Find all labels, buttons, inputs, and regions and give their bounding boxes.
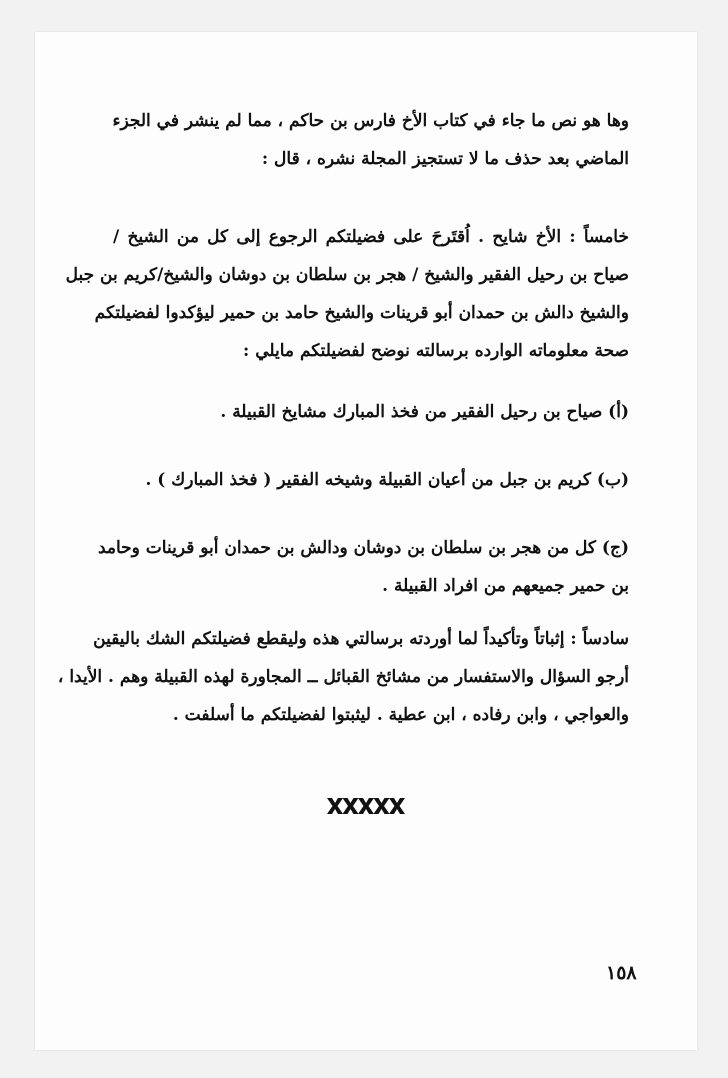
list-item-a-text: (أ) صياح بن رحيل الفقير من فخذ المبارك مشايخ القبيلة . bbox=[220, 402, 629, 422]
intro-line-1: وها هو نص ما جاء في كتاب الأخ فارس بن حاكم ، مما لم ينشر في الجزء bbox=[112, 111, 629, 131]
list-item-a bbox=[135, 393, 629, 431]
list-item-c-line-1: (ج) كل من هجر بن سلطان بن دوشان ودالش بن حمدان أبو قرينات وحامد bbox=[97, 538, 629, 558]
fifth-line-3: والشيخ دالش بن حمدان أبو قرينات والشيخ حامد بن حمير ليؤكدوا لفضيلتكم bbox=[94, 303, 629, 323]
list-item-b-text: (ب) كريم بن جبل من أعيان القبيلة وشيخه الفقير ( فخذ المبارك ) . bbox=[145, 470, 629, 490]
list-item-b bbox=[135, 461, 629, 499]
ornamental-divider-icon bbox=[327, 798, 405, 814]
fifth-line-1: خامساً : الأخ شايح . اُقتَرحَ على فضيلتكم الرجوع إلى كل من الشيخ / bbox=[113, 227, 629, 247]
list-item-c-line-2: بن حمير جميعهم من افراد القبيلة . bbox=[382, 576, 629, 596]
book-page bbox=[35, 32, 697, 1050]
intro-line-2: الماضي بعد حذف ما لا تستجيز المجلة نشره ، قال : bbox=[261, 149, 629, 169]
sixth-paragraph bbox=[57, 620, 629, 734]
list-item-c bbox=[97, 529, 629, 605]
fifth-line-4: صحة معلوماته الوارده برسالته نوضح لفضيلتكم مايلي : bbox=[243, 341, 629, 361]
intro-paragraph bbox=[113, 102, 629, 178]
page-number: ١٥٨ bbox=[606, 962, 637, 984]
sixth-line-3: والعواجي ، وابن رفاده ، ابن عطية . ليثبتوا لفضيلتكم ما أسلفت . bbox=[172, 705, 629, 725]
fifth-line-2: صياح بن رحيل الفقير والشيخ / هجر بن سلطان بن دوشان والشيخ/كريم بن جبل bbox=[65, 265, 629, 285]
fifth-paragraph bbox=[65, 218, 629, 370]
sixth-line-2: أرجو السؤال والاستفسار من مشائخ القبائل ــ المجاورة لهذه القبيلة وهم . الأيدا ، bbox=[57, 667, 629, 687]
sixth-line-1: سادساً : إثباتاً وتأكيداً لما أوردته برسالتي هذه وليقطع فضيلتكم الشك باليقين bbox=[93, 629, 629, 649]
